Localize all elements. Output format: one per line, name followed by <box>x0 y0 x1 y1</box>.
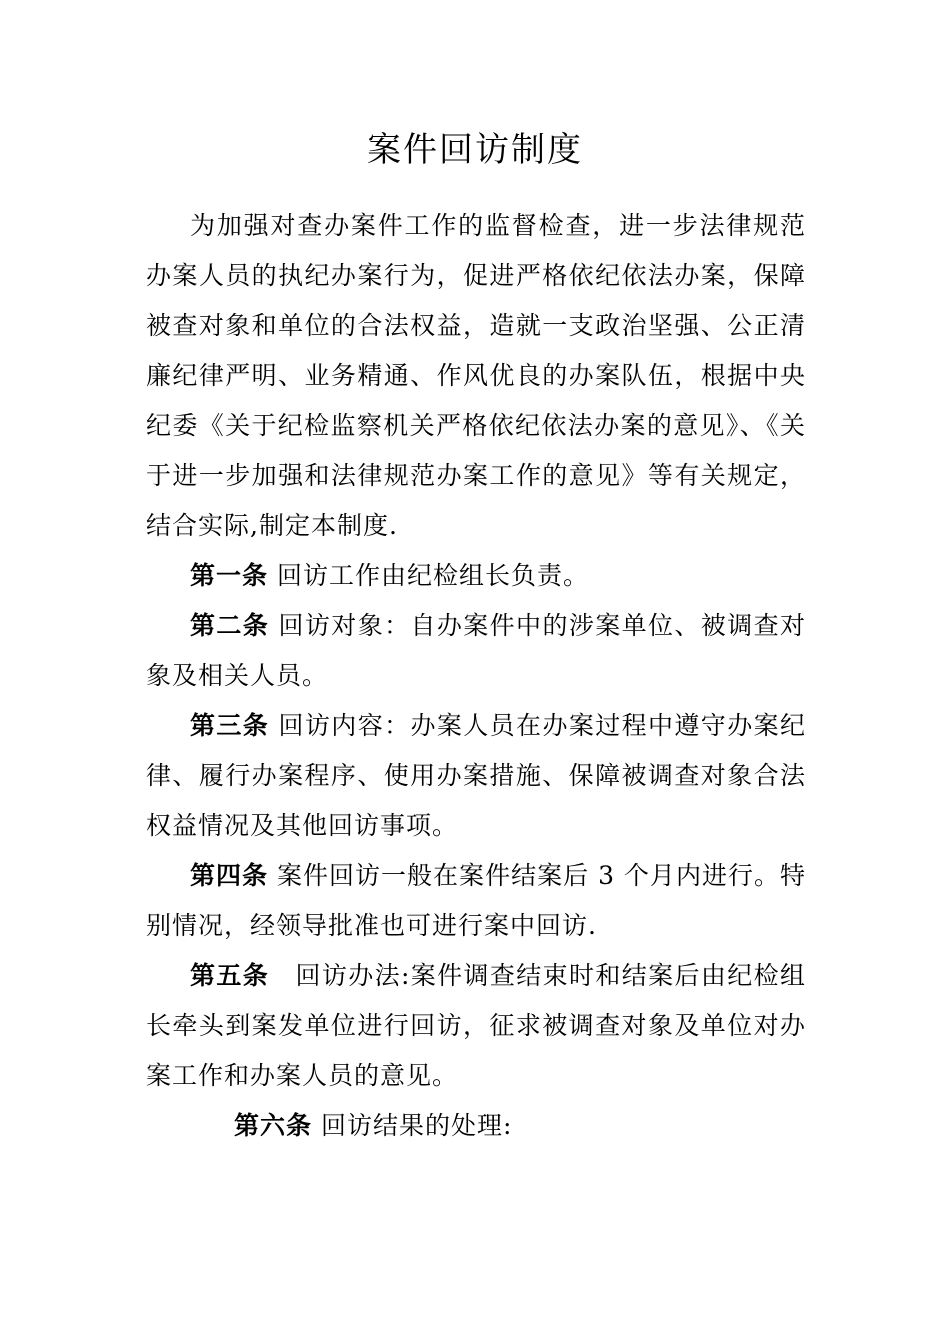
article-1 <box>146 551 806 601</box>
article-4 <box>146 851 806 951</box>
document-title: 案件回访制度 <box>367 130 583 170</box>
article-text: 案件回访一般在案件结案后 3 个月内进行。特别情况，经领导批准也可进行案中回访. <box>146 861 806 940</box>
article-text: 回访办法:案件调查结束时和结案后由纪检组长牵头到案发单位进行回访，征求被调查对象及单位对办案工作和办案人员的意见。 <box>146 961 806 1090</box>
article-text: 回访对象：自办案件中的涉案单位、被调查对象及相关人员。 <box>146 611 806 690</box>
article-text: 回访结果的处理: <box>312 1111 513 1140</box>
article-label: 第三条 <box>190 711 270 740</box>
article-label: 第六条 <box>234 1111 313 1140</box>
article-3 <box>146 701 806 851</box>
document-body <box>146 201 806 1151</box>
article-text: 回访工作由纪检组长负责。 <box>268 561 589 590</box>
article-label: 第一条 <box>190 561 269 590</box>
article-label: 第四条 <box>190 861 269 890</box>
intro-paragraph: 为加强对查办案件工作的监督检查，进一步法律规范办案人员的执纪办案行为，促进严格依纪依法办案，保障被查对象和单位的合法权益，造就一支政治坚强、公正清廉纪律严明、业务精通、作风优良的办案队伍，根据中央纪委《关于纪检监察机关严格依纪依法办案的意见》、《关于进一步加强和法律规范办案工作的意见》等有关规定，结合实际,制定本制度. <box>146 211 806 540</box>
article-2 <box>146 601 806 701</box>
article-5 <box>146 951 806 1101</box>
article-label: 第二条 <box>190 611 270 640</box>
article-text: 回访内容：办案人员在办案过程中遵守办案纪律、履行办案程序、使用办案措施、保障被调查对象合法权益情况及其他回访事项。 <box>146 711 806 840</box>
article-6 <box>146 1101 806 1151</box>
article-label: 第五条 <box>190 961 270 990</box>
